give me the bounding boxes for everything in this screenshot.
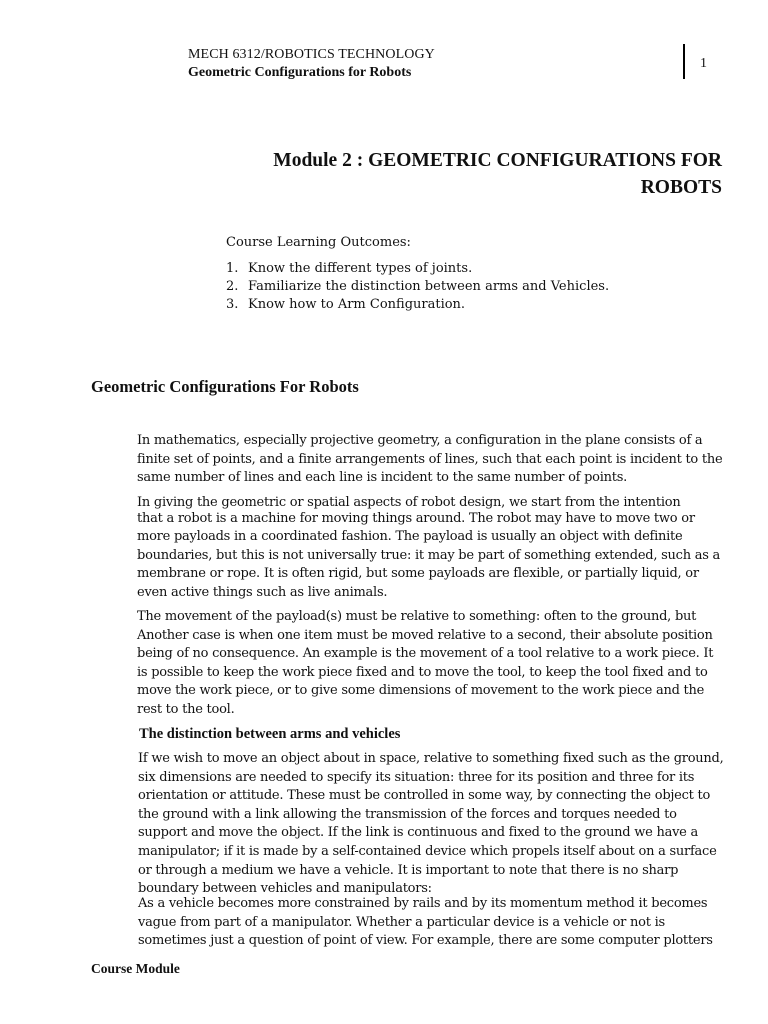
paragraph-4: If we wish to move an object about in space, relative to something fixed such as the ground, six dimensions are needed to specify its situation: three for its position and three for its orientation or attitude. These must be controlled in some way, by connecting the object to the ground with a link allowing the transmission of the forces and torques needed to support and move the object. If the link is continuous and fixed to the ground we have a manipulator; if it is made by a self-contained device which propels itself about on a surface or through a medium we have a vehicle. It is important to note that there is no sharp boundary between vehicles and manipulators:: [138, 751, 724, 897]
outcome-item: 3. Know how to Arm Configuration.: [226, 297, 466, 312]
paragraph-5: As a vehicle becomes more constrained by rails and by its momentum method it becomes vague from part of a manipulator. Whether a particular device is a vehicle or not is sometimes just a question of point of view. For example, there are some computer plotters: [138, 896, 713, 949]
footer-label: Course Module: [91, 961, 180, 976]
header-subtitle: Geometric Configurations for Robots: [188, 65, 412, 80]
paragraph-3: The movement of the payload(s) must be relative to something: often to the ground, but Another case is when one item must be moved relative to a second, their absolute position being of no consequence. An example is the movement of a tool relative to a work piece. It is possible to keep the work piece fixed and to move the tool, to keep the tool fixed and to move the work piece, or to give some dimensions of movement to the work piece and the rest to the tool.: [137, 609, 714, 717]
paragraph-1: In mathematics, especially projective geometry, a configuration in the plane consists of a finite set of points, and a finite arrangements of lines, such that each point is incident to the same number of lines and each line is incident to the same number of points.: [137, 433, 723, 486]
module-title: [202, 147, 722, 201]
header-divider: [683, 44, 685, 79]
page-number: 1: [700, 56, 707, 71]
module-title-line-2: ROBOTS: [640, 177, 722, 198]
subsection-heading: The distinction between arms and vehicles: [139, 726, 401, 742]
outcome-item: 2. Familiarize the distinction between arms and Vehicles.: [226, 279, 610, 294]
outcome-item: 1. Know the different types of joints.: [226, 261, 473, 276]
outcomes-list: [226, 260, 609, 314]
header-course: MECH 6312/ROBOTICS TECHNOLOGY: [188, 47, 435, 62]
outcomes-heading: Course Learning Outcomes:: [226, 235, 411, 250]
paragraph-2: In giving the geometric or spatial aspects of robot design, we start from the intention that a robot is a machine for moving things around. The robot may have to move two or more payloads in a coordinated fashion. The payload is usually an object with definite boundaries, but this is not universally true: it may be part of something extended, such as a membrane or rope. It is often rigid, but some payloads are flexible, or partially liquid, or even active things such as live animals.: [137, 495, 721, 600]
section-heading: Geometric Configurations For Robots: [91, 377, 359, 396]
module-title-line-1: Module 2 : GEOMETRIC CONFIGURATIONS FOR: [273, 150, 722, 171]
